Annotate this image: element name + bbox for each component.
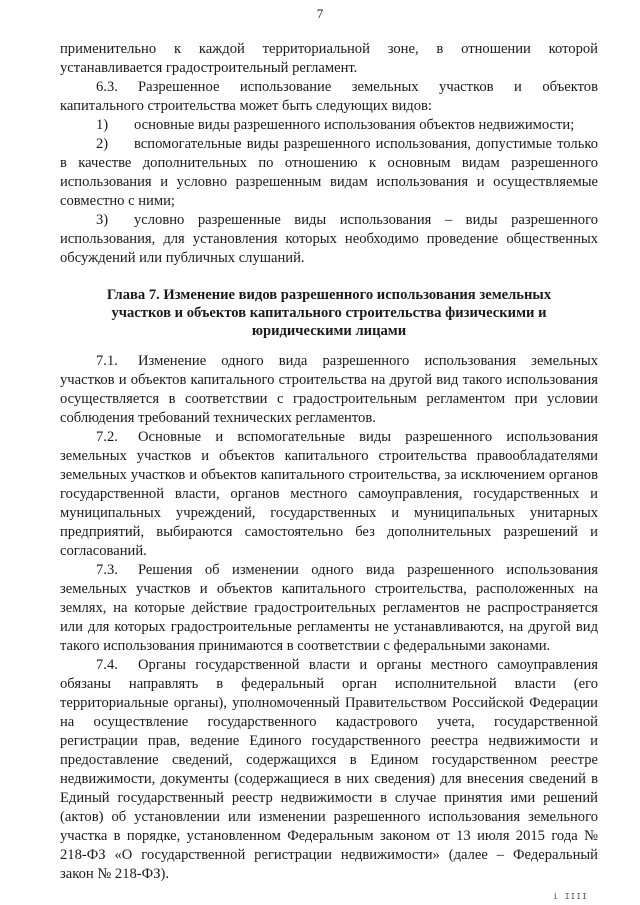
- list-item-text: условно разрешенные виды использования – виды разрешенного использования, для установления которых необходимо проведение общественных обсуждений или публичных слушаний.: [60, 212, 598, 266]
- section-number: 6.3.: [96, 79, 118, 95]
- section-number: 7.3.: [96, 562, 118, 578]
- section-number: 7.2.: [96, 429, 118, 445]
- list-item-number: 1): [96, 117, 109, 133]
- section-text: Изменение одного вида разрешенного использования земельных участков и объектов капитального строительства на другой вид такого использования осуществляется в соответствии с градостроительным регламентом при условии соблюдения требований технических регламентов.: [60, 353, 598, 426]
- section-7-1: [60, 352, 598, 428]
- section-7-3: [60, 561, 598, 656]
- list-item: [60, 211, 598, 268]
- list-item-number: 3): [96, 212, 109, 228]
- intro-continuation: применительно к каждой территориальной зоне, в отношении которой устанавливается градостроительный регламент.: [60, 41, 598, 76]
- section-number: 7.1.: [96, 353, 118, 369]
- section-7-4: [60, 656, 598, 884]
- list-item: [60, 116, 598, 135]
- section-6-3: [60, 78, 598, 116]
- section-text: Основные и вспомогательные виды разрешенного использования земельных участков и объектов капитального строительства правообладателями земельных участков и объектов капитального строительства, за исключением органов государственной власти, органов местного самоуправления, государственных и муниципальных учреждений, государственных и муниципальных унитарных предприятий, выбираются самостоятельно без дополнительных разрешений и согласований.: [60, 429, 598, 559]
- list-item-number: 2): [96, 136, 109, 152]
- section-text: Органы государственной власти и органы местного самоуправления обязаны направлять в федеральный орган исполнительной власти (его территориальные органы), уполномоченный Правительством Российской Федерации на осуществление государственного кадастрового учета, государственной регистрации прав, ведение Единого государственного реестра недвижимости и предоставление сведений, содержащихся в Едином государственном реестре недвижимости, документы (содержащиеся в них сведения) для внесения сведений в Единый государственный реестр недвижимости в случае принятия ими решений (актов) об установлении или изменении разрешенного использования земельного участка в порядке, установленном Федеральным законом от 13 июля 2015 года № 218-ФЗ «О государственной регистрации недвижимости» (далее – Федеральный закон № 218-ФЗ).: [60, 657, 598, 882]
- page-number: 7: [316, 6, 324, 21]
- section-number: 7.4.: [96, 657, 118, 673]
- section-text: Решения об изменении одного вида разрешенного использования земельных участков и объектов капитального строительства, расположенных на землях, на которые действие градостроительных регламентов не распространяется или для которых градостроительные регламенты не устанавливаются, на другой вид такого использования принимаются в соответствии с федеральными законами.: [60, 562, 598, 654]
- list-item-text: основные виды разрешенного использования объектов недвижимости;: [134, 117, 575, 133]
- chapter-heading: Глава 7. Изменение видов разрешенного использования земельных участков и объектов капитального строительства физическими и юридическими лицами: [106, 287, 552, 339]
- list-item: [60, 135, 598, 211]
- page-content: [60, 40, 598, 884]
- section-7-2: [60, 428, 598, 561]
- footer-scan-mark: i IIII: [553, 892, 588, 901]
- list-item-text: вспомогательные виды разрешенного использования, допустимые только в качестве дополнительных по отношению к основным видам разрешенного использования и условно разрешенным видам использования и осуществляемые совместно с ними;: [60, 136, 598, 209]
- section-text: Разрешенное использование земельных участков и объектов капитального строительства может быть следующих видов:: [60, 79, 598, 114]
